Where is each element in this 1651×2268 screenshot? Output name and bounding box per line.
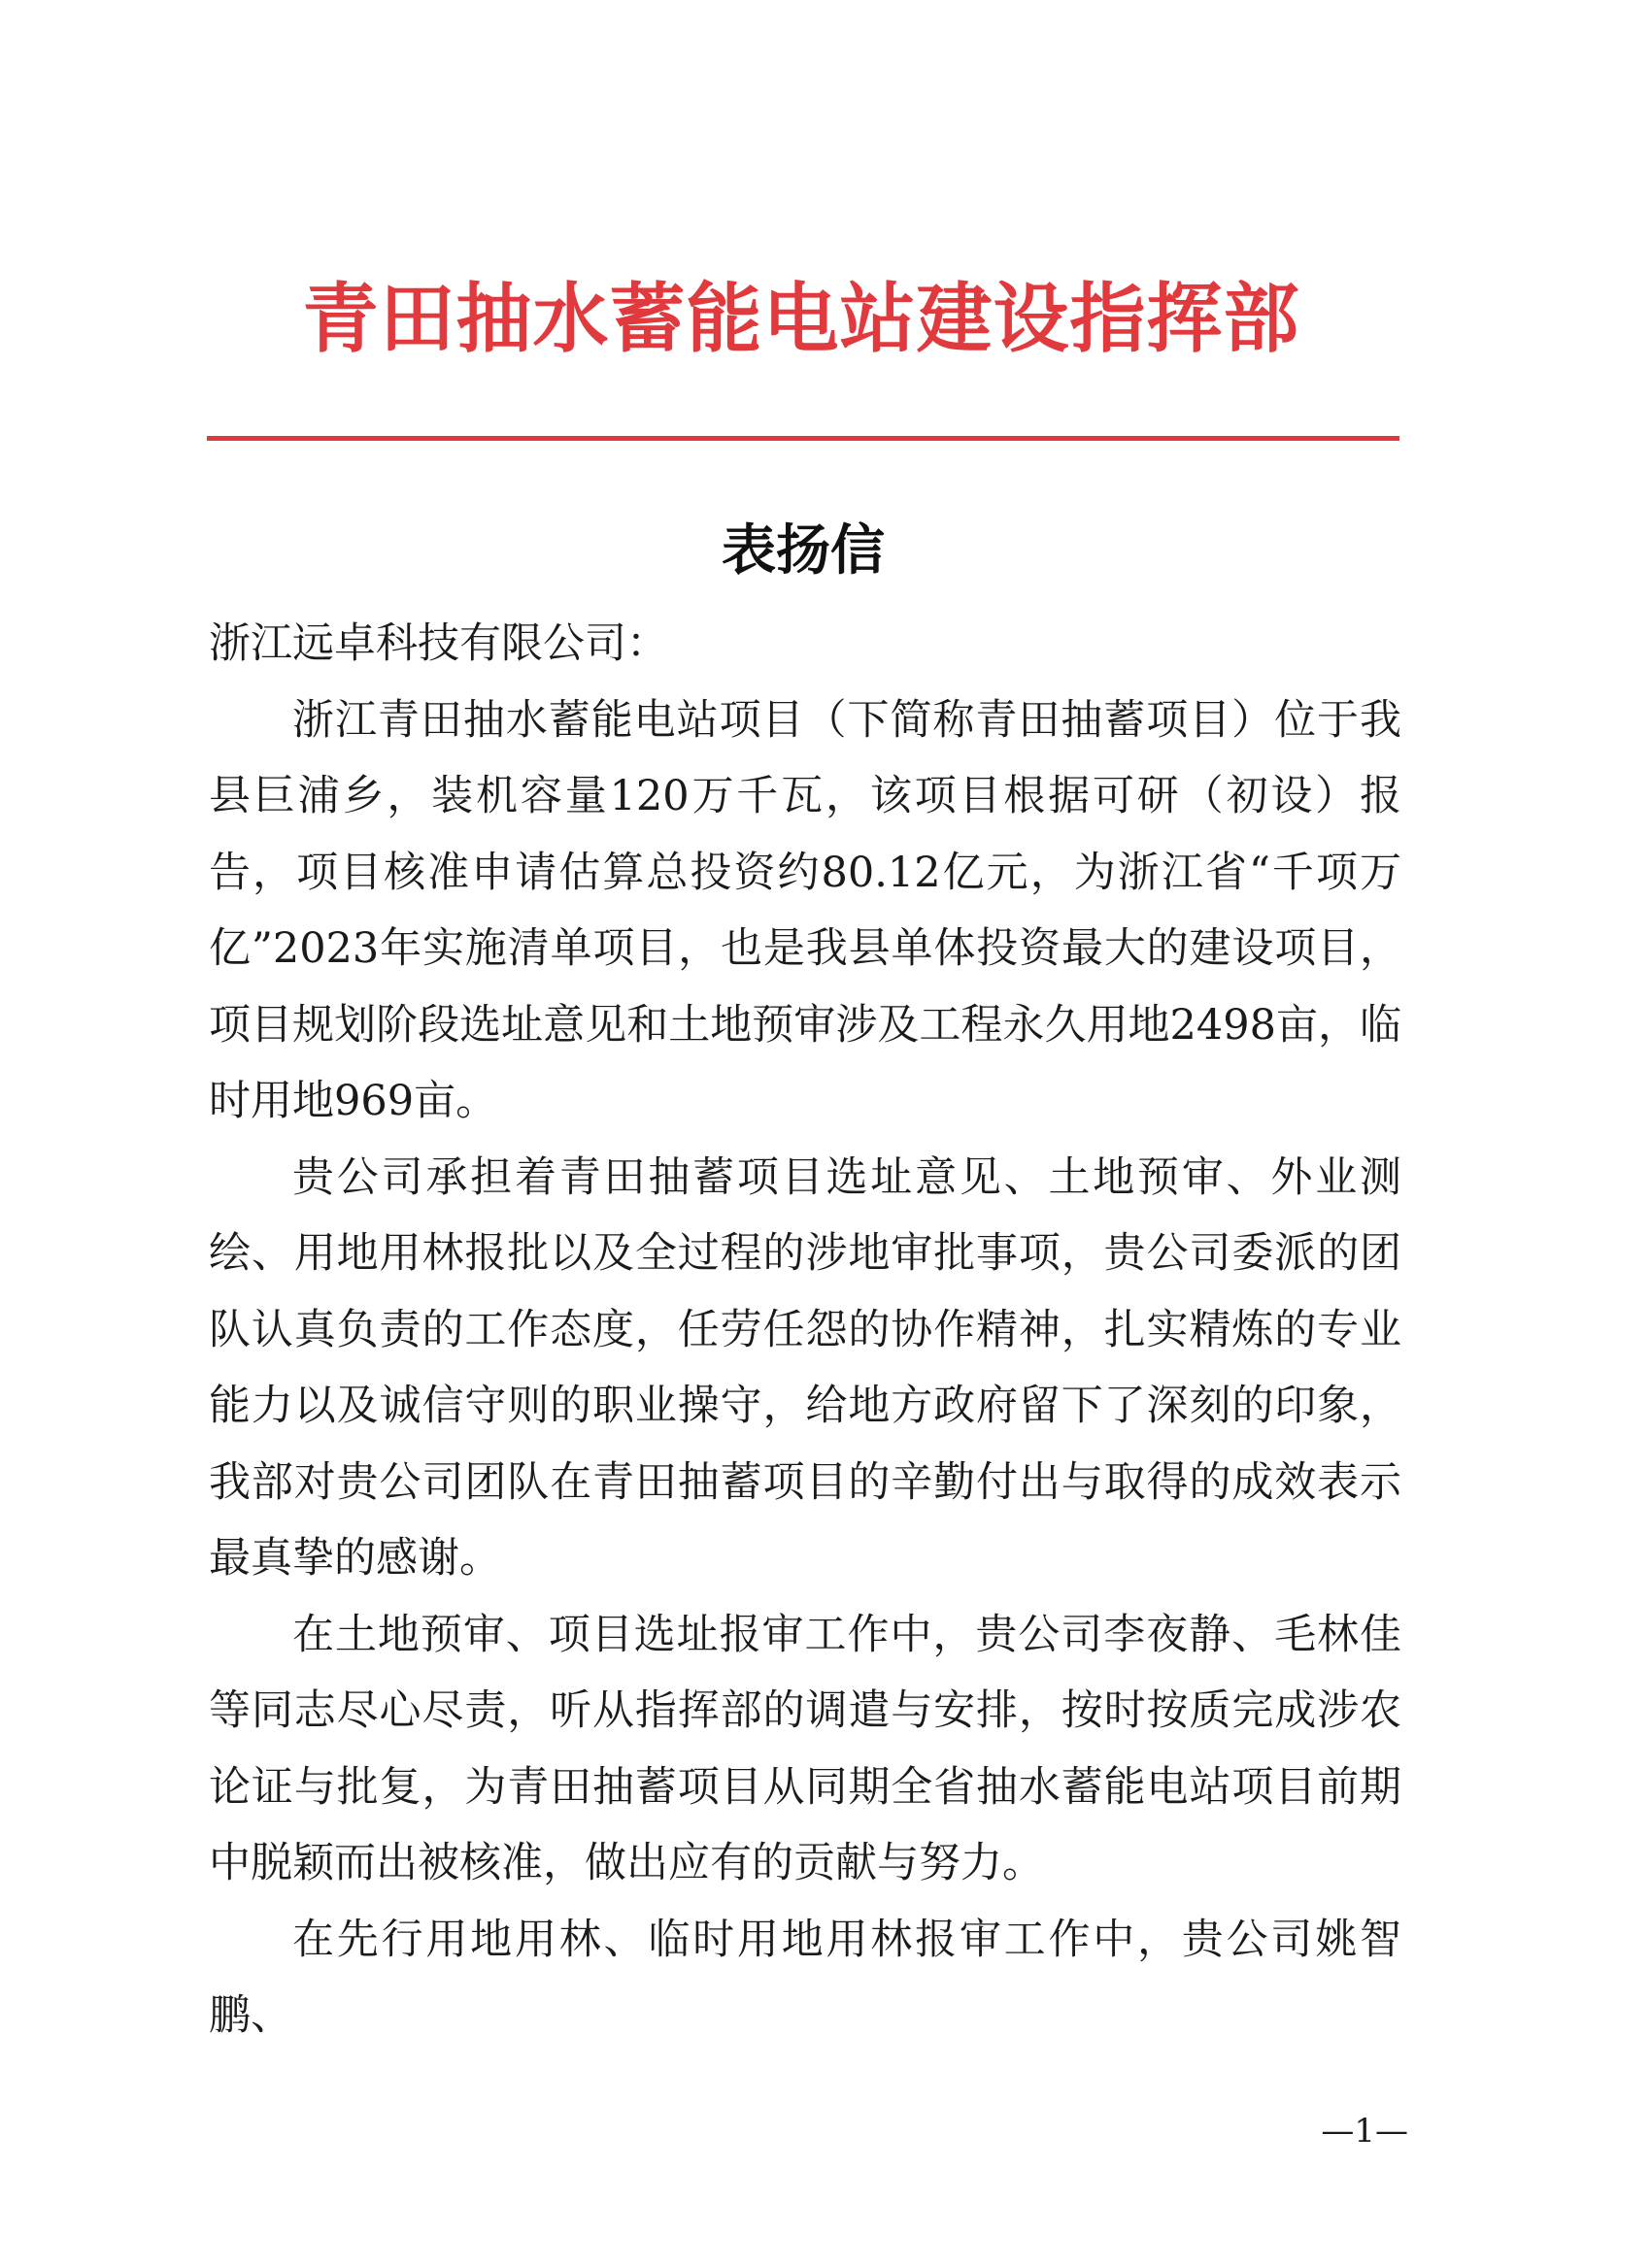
letter-body: [209, 606, 1401, 2054]
paragraph-project-overview: 浙江青田抽水蓄能电站项目（下简称青田抽蓄项目）位于我县巨浦乡，装机容量120万千瓦，该项目根据可研（初设）报告，项目核准申请估算总投资约80.12亿元，为浙江省“千项万亿”2023年实施清单项目，也是我县单体投资最大的建设项目，项目规划阶段选址意见和土地预审涉及工程永久用地2498亩，临时用地969亩。: [209, 695, 1401, 1125]
paragraph-appreciation: 贵公司承担着青田抽蓄项目选址意见、土地预审、外业测绘、用地用林报批以及全过程的涉地审批事项，贵公司委派的团队认真负责的工作态度，任劳任怨的协作精神，扎实精炼的专业能力以及诚信守则的职业操守，给地方政府留下了深刻的印象，我部对贵公司团队在青田抽蓄项目的辛勤付出与取得的成效表示最真挚的感谢。: [209, 1152, 1401, 1583]
document-title: 表扬信: [722, 519, 885, 583]
paragraph-preliminary-review: 在土地预审、项目选址报审工作中，贵公司李夜静、毛林佳等同志尽心尽责，听从指挥部的调遣与安排，按时按质完成涉农论证与批复，为青田抽蓄项目从同期全省抽水蓄能电站项目前期中脱颖而出被核准，做出应有的贡献与努力。: [209, 1610, 1401, 1887]
salutation: 浙江远卓科技有限公司：: [209, 619, 668, 668]
paragraph-land-approval: 在先行用地用林、临时用地用林报审工作中，贵公司姚智鹏、: [209, 1915, 1401, 2040]
red-header-divider: [207, 436, 1399, 441]
issuing-organization-title: 青田抽水蓄能电站建设指挥部: [302, 276, 1300, 363]
page-number: —1—: [1321, 2112, 1408, 2151]
